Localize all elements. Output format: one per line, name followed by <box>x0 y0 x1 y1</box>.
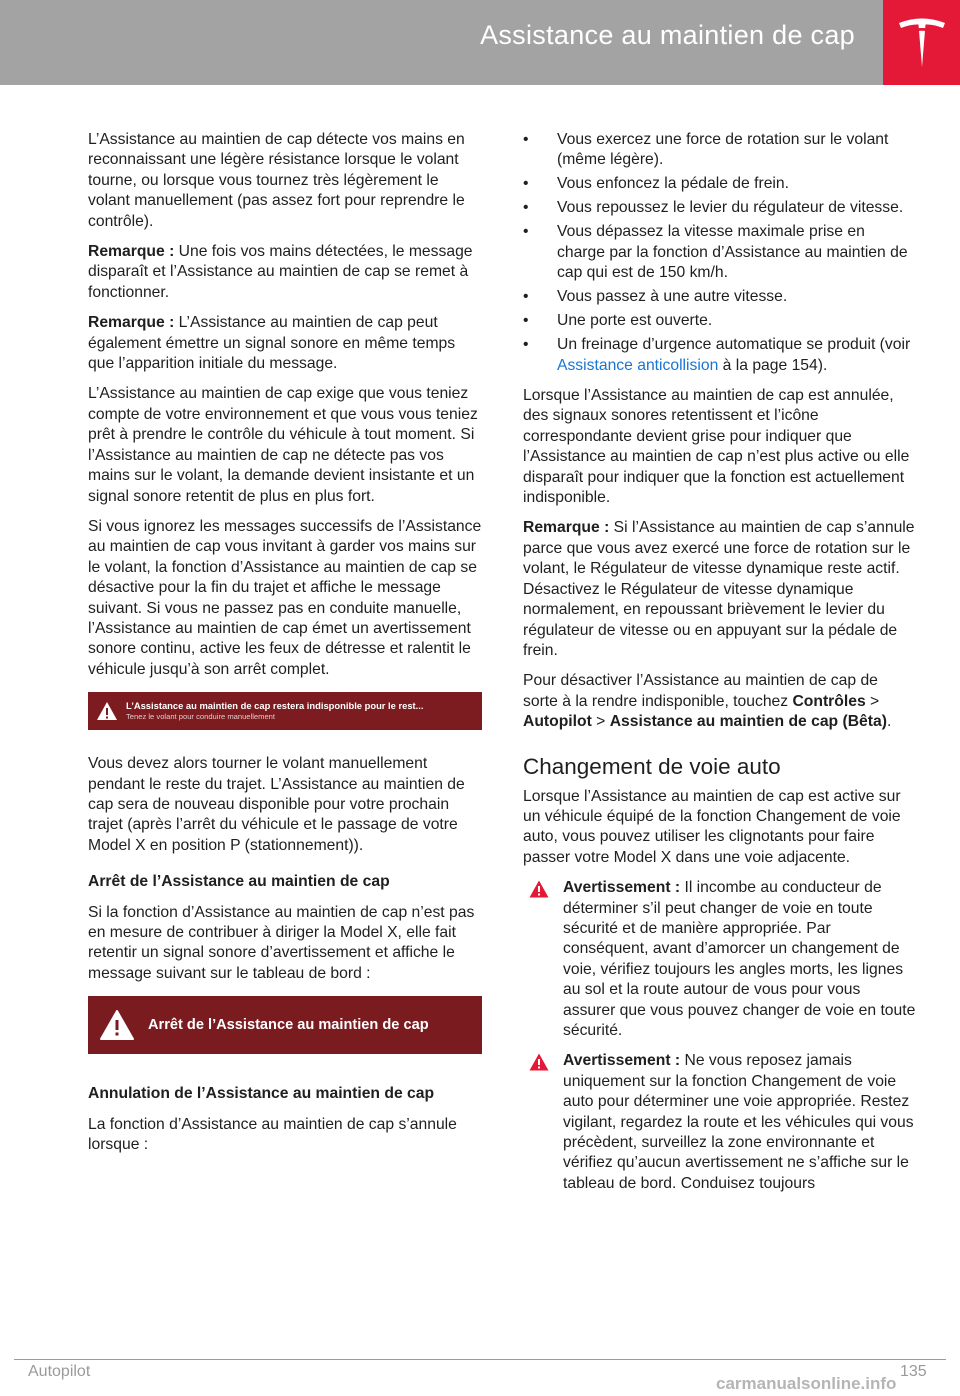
section-heading: Arrêt de l’Assistance au maintien de cap <box>88 873 390 891</box>
warning-text: Il incombe au conducteur de déterminer s’il peut changer de voie en toute sécurité et de manière appropriée. Par conséquent, avant d’amorcer un changement de voie, vérifiez toujours les angles morts, les lignes au sol et la route autour de vous pour vous assurer que vous pouvez changer de voie en toute sécurité. <box>563 879 916 1039</box>
note-label: Remarque : <box>88 243 175 261</box>
autosteer-abort-banner <box>88 996 482 1054</box>
banner-subtitle: Tenez le volant pour conduire manuellement <box>126 712 276 722</box>
unavailable-message-banner <box>88 692 482 730</box>
warning-label: Avertissement : <box>563 1052 681 1070</box>
tesla-logo-icon <box>897 17 947 69</box>
note-label: Remarque : <box>523 519 610 537</box>
page-title: Assistance au maintien de cap <box>480 20 855 50</box>
right-column <box>523 130 917 1204</box>
paragraph: Pour désactiver l’Assistance au maintien de cap de sorte à la rendre indisponible, touchez Contrôles > Autopilot > Assistance au maintien de cap (Bêta). <box>523 672 892 731</box>
paragraph: Si vous ignorez les messages successifs de l’Assistance au maintien de cap vous invitant à garder vos mains sur le volant, la fonction d’Assistance au maintien de cap se désactive pour la fin du trajet et affiche le message suivant. Si vous ne passez pas en conduite manuelle, l’Assistance au maintien de cap émet un avertissement sonore continu, active les feux de détresse et ralentit le véhicule jusqu’à son arrêt complet. <box>88 517 482 678</box>
paragraph: Si la fonction d’Assistance au maintien de cap n’est pas en mesure de contribuer à diriger la Model X, elle fait retentir un signal sonore d’avertissement et affiche le message suivant sur le tableau de bord : <box>88 903 475 982</box>
warning-icon <box>529 880 549 898</box>
cancel-conditions-list <box>523 130 917 376</box>
warning-text: Ne vous reposez jamais uniquement sur la fonction Changement de voie auto pour déterminer une voie appropriée. Restez vigilant, regardez la route et les véhicules qui vous précèdent, surveillez la zone environnante et vérifiez qu’aucun avertissement ne s’affiche sur le tableau de bord. Conduisez toujours <box>563 1052 914 1192</box>
paragraph: L’Assistance au maintien de cap exige que vous teniez compte de votre environnement et que vous vous teniez prêt à prendre le contrôle du véhicule à tout moment. Si l’Assistance au maintien de cap ne détecte pas vos mains sur le volant, la demande devient insistante et un signal sonore retentit de plus en plus fort. <box>88 385 478 505</box>
footer-divider <box>14 1359 946 1360</box>
menu-path-controls: Contrôles <box>792 692 866 710</box>
page-number: 135 <box>900 1363 927 1380</box>
note <box>88 242 482 303</box>
list-item: • Vous repoussez le levier du régulateur de vitesse. <box>523 199 904 217</box>
menu-path-autopilot: Autopilot <box>523 713 592 731</box>
paragraph: L’Assistance au maintien de cap détecte vos mains en reconnaissant une légère résistance lorsque le volant tourne, ou lorsque vous tournez très légèrement le volant manuellement (pas assez fort pour reprendre le contrôle). <box>88 131 465 230</box>
list-item: • Une porte est ouverte. <box>523 312 713 330</box>
warning-block <box>523 878 917 1041</box>
note-text: Une fois vos mains détectées, le message disparaît et l’Assistance au maintien de cap se remet à fonctionner. <box>88 243 473 301</box>
list-item: • Un freinage d’urgence automatique se produit (voir Assistance anticollision à la page 154). <box>523 336 911 374</box>
note-text: L’Assistance au maintien de cap peut également émettre un signal sonore en même temps que l’apparition initiale du message. <box>88 314 456 373</box>
paragraph: Lorsque l’Assistance au maintien de cap est active sur un véhicule équipé de la fonction Changement de voie auto, vous pouvez utiliser les clignotants pour faire passer votre Model X dans une voie adjacente. <box>523 787 901 866</box>
warning-triangle-icon <box>96 701 118 721</box>
paragraph: La fonction d’Assistance au maintien de cap s’annule lorsque : <box>88 1115 457 1154</box>
watermark: carmanualsonline.info <box>716 1374 897 1393</box>
header-bar <box>0 0 883 85</box>
banner-title: Arrêt de l’Assistance au maintien de cap <box>148 1017 429 1034</box>
paragraph: Lorsque l’Assistance au maintien de cap est annulée, des signaux sonores retentissent et l’icône correspondante devient grise pour indiquer que l’Assistance au maintien de cap n’est plus active ou elle disparaît pour indiquer que la fonction est actuellement indisponible. <box>523 387 910 507</box>
note <box>88 313 482 374</box>
list-item: • Vous enfoncez la pédale de frein. <box>523 175 789 193</box>
list-item: • Vous dépassez la vitesse maximale prise en charge par la fonction d’Assistance au maintien de cap qui est de 150 km/h. <box>523 223 908 282</box>
list-item: • Vous passez à une autre vitesse. <box>523 288 788 306</box>
section-heading: Changement de voie auto <box>523 753 781 779</box>
footer-section: Autopilot <box>28 1363 91 1380</box>
paragraph: Vous devez alors tourner le volant manuellement pendant le reste du trajet. L’Assistance au maintien de cap sera de nouveau disponible pour votre prochain trajet (après l’arrêt du véhicule et le passage de votre Model X en position P (stationnement)). <box>88 755 465 854</box>
note-label: Remarque : <box>88 314 175 332</box>
menu-path-autosteer: Assistance au maintien de cap (Bêta) <box>609 713 887 731</box>
warning-triangle-icon <box>100 1010 134 1040</box>
collision-avoidance-link[interactable]: Assistance anticollision <box>557 356 719 374</box>
tesla-logo <box>883 0 960 85</box>
note-text: Si l’Assistance au maintien de cap s’annule parce que vous avez exercé une force de rotation sur le volant, le Régulateur de vitesse dynamique reste actif. Désactivez le Régulateur de vitesse dynamique normalement, en repoussant brièvement le levier du régulateur de vitesse ou en appuyant sur la pédale de frein. <box>523 519 915 659</box>
warning-icon <box>529 1053 549 1071</box>
note <box>523 518 917 661</box>
warning-label: Avertissement : <box>563 879 681 897</box>
section-heading: Annulation de l’Assistance au maintien de cap <box>88 1085 435 1103</box>
list-item: • Vous exercez une force de rotation sur le volant (même légère). <box>523 131 889 169</box>
left-column <box>88 130 482 1165</box>
warning-block <box>523 1051 917 1194</box>
banner-title: L’Assistance au maintien de cap restera indisponible pour le rest... <box>126 700 424 712</box>
